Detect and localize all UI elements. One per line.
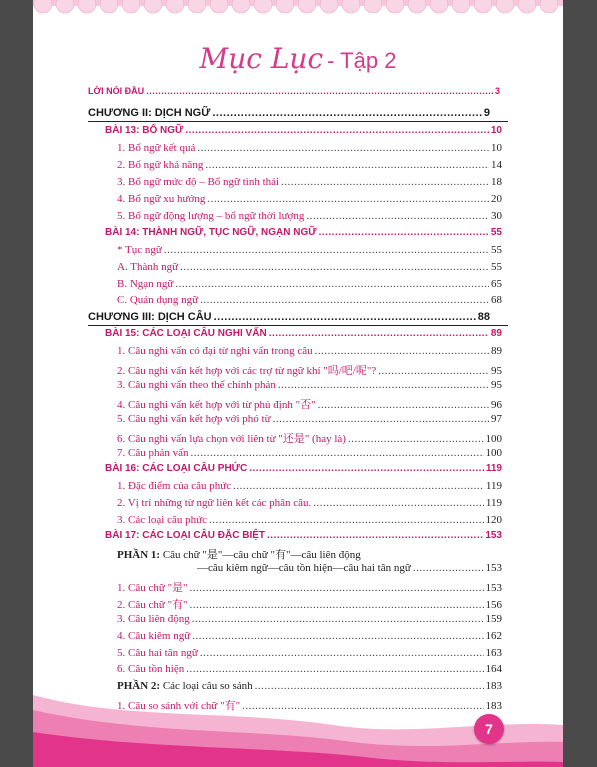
- toc-leader-dots: [348, 433, 484, 445]
- toc-entry-item: [117, 159, 502, 171]
- toc-entry-label: [117, 261, 178, 273]
- toc-page-number: 97: [491, 413, 502, 425]
- toc-page-number: 89: [491, 345, 502, 357]
- toc-page-number: 14: [491, 159, 502, 171]
- toc-entry-item: [117, 362, 502, 378]
- toc-entry-text: * Tục ngữ: [117, 244, 162, 256]
- toc-page-number: 96: [491, 399, 502, 411]
- toc-page-number: 153: [485, 562, 502, 574]
- toc-entry-label: [105, 530, 265, 541]
- toc-leader-dots: [200, 294, 489, 306]
- toc-leader-dots: [190, 447, 483, 459]
- toc-entry-label: [117, 430, 346, 446]
- toc-leader-dots: [249, 463, 484, 474]
- toc-leader-dots: [212, 107, 482, 119]
- toc-entry-item: [117, 647, 502, 659]
- toc-entry-item: [117, 379, 502, 391]
- toc-entry-text: Các loại câu so sánh: [160, 680, 253, 692]
- toc-entry-item: [117, 430, 502, 446]
- toc-entry-text: BÀI 16: CÁC LOẠI CÂU PHỨC: [105, 463, 248, 474]
- toc-entry-item: [117, 613, 502, 625]
- toc-entry-text: 3. Các loại câu phức: [117, 514, 207, 526]
- toc-page-number: 183: [485, 700, 502, 712]
- toc-entry-text: 6. Câu tồn hiện: [117, 663, 185, 675]
- toc-entry-label: [117, 278, 173, 290]
- toc-entry-label: [117, 244, 162, 256]
- toc-entry-item: [117, 579, 502, 595]
- toc-entry-text: BÀI 15: CÁC LOẠI CÂU NGHI VẤN: [105, 328, 267, 339]
- toc-entry-item: [117, 413, 502, 425]
- toc-page-number: 100: [485, 447, 502, 459]
- toc-entry-item: [117, 142, 502, 154]
- toc-entry-lesson: [105, 125, 502, 136]
- toc-leader-dots: [306, 210, 489, 222]
- toc-page-number: 119: [485, 480, 502, 492]
- toc-entry-label: [105, 463, 247, 474]
- toc-leader-dots: [164, 244, 489, 256]
- toc-leader-dots: [185, 125, 489, 136]
- toc-page-number: 156: [485, 599, 502, 611]
- toc-entry-item: [117, 345, 502, 357]
- toc-entry-label: [117, 193, 205, 205]
- toc-entry-text: 7. Câu phản vấn: [117, 447, 189, 459]
- title-volume: - Tập 2: [327, 48, 397, 73]
- page-number-badge: 7: [474, 714, 504, 744]
- toc-leader-dots: [200, 647, 484, 659]
- toc-page-number: 183: [485, 680, 502, 692]
- toc-page-number: 153: [485, 530, 502, 541]
- toc-leader-dots: [413, 562, 484, 574]
- toc-leader-dots: [192, 613, 484, 625]
- toc-entry-item: [117, 596, 502, 612]
- toc-page-number: 55: [491, 261, 502, 273]
- toc-entry-part: [117, 546, 502, 562]
- toc-page-number: 20: [491, 193, 502, 205]
- toc-entry-label: [117, 630, 190, 642]
- top-scallop-decoration: [33, 0, 563, 18]
- toc-entry-text: BÀI 17: CÁC LOẠI CÂU ĐẶC BIỆT: [105, 530, 266, 541]
- toc-entry-text: CHƯƠNG III: DỊCH CÂU: [88, 311, 212, 323]
- toc-entry-text: BÀI 13: BỔ NGỮ: [105, 125, 184, 136]
- toc-page-number: 164: [485, 663, 502, 675]
- toc-entry-part: [197, 562, 502, 574]
- toc-page-number: 89: [490, 328, 502, 339]
- toc-entry-text: 5. Câu nghi vấn kết hợp với phó từ: [117, 413, 271, 425]
- toc-entry-text: B. Ngạn ngữ: [117, 278, 174, 290]
- toc-leader-dots: [205, 159, 489, 171]
- toc-page-number: 95: [491, 365, 502, 377]
- toc-page-number: 65: [491, 278, 502, 290]
- toc-page-number: 10: [491, 142, 502, 154]
- toc-leader-dots: [267, 530, 483, 541]
- toc-entry-item: [117, 396, 502, 412]
- toc-entry-front: [88, 86, 500, 96]
- toc-page-number: 153: [485, 582, 502, 594]
- toc-page-number: 30: [491, 210, 502, 222]
- toc-part-prefix: PHẦN 1:: [117, 549, 161, 561]
- toc-entry-label: [88, 86, 144, 96]
- toc-entry-text: C. Quán dụng ngữ: [117, 294, 199, 306]
- toc-entry-label: [117, 480, 231, 492]
- toc-entry-label: [105, 328, 267, 339]
- toc-entry-label: [117, 514, 207, 526]
- toc-page-number: 120: [485, 514, 502, 526]
- toc-page-number: 119: [485, 497, 502, 509]
- toc-entry-item: [117, 514, 502, 526]
- toc-entry-text: 5. Bổ ngữ động lượng – bổ ngữ thời lượng: [117, 210, 305, 222]
- toc-page-number: 100: [485, 433, 502, 445]
- toc-page-number: 18: [491, 176, 502, 188]
- toc-entry-text: A. Thành ngữ: [117, 261, 179, 273]
- toc-page-number: 95: [491, 379, 502, 391]
- toc-entry-label: [117, 546, 361, 562]
- toc-entry-label: [105, 227, 317, 238]
- toc-page-number: 162: [485, 630, 502, 642]
- toc-entry-text: 2. Câu chữ "有": [117, 599, 188, 611]
- toc-entry-label: [88, 311, 212, 323]
- toc-entry-text: 1. Câu so sánh với chữ "有": [117, 700, 241, 712]
- toc-part-prefix: PHẦN 2:: [117, 680, 161, 692]
- title-script: Mục Lục: [199, 42, 324, 75]
- toc-page-number: 55: [490, 227, 502, 238]
- toc-entry-text: 2. Vị trí những từ ngữ liên kết các phân câu.: [117, 497, 312, 509]
- toc-leader-dots: [190, 582, 484, 594]
- toc-leader-dots: [315, 345, 489, 357]
- toc-leader-dots: [269, 328, 489, 339]
- toc-entry-item: [117, 663, 502, 675]
- toc-entry-text: 1. Bổ ngữ kết quả: [117, 142, 196, 154]
- toc-entry-item: [117, 294, 502, 306]
- book-page: [33, 0, 563, 767]
- toc-entry-item: [117, 497, 502, 509]
- toc-entry-label: [117, 294, 198, 306]
- toc-page-number: 119: [485, 463, 502, 474]
- toc-entry-text: 5. Câu hai tân ngữ: [117, 647, 198, 659]
- toc-entry-text: LỜI NÓI ĐẦU: [88, 86, 145, 96]
- toc-entry-text: 4. Câu nghi vấn kết hợp với từ phủ định "否": [117, 399, 316, 411]
- toc-entry-label: [117, 396, 316, 412]
- page-title: [33, 42, 563, 75]
- toc-leader-dots: [186, 663, 483, 675]
- toc-entry-label: [117, 362, 376, 378]
- toc-leader-dots: [146, 86, 493, 96]
- toc-page-number: 9: [483, 107, 490, 119]
- toc-page-number: 159: [485, 613, 502, 625]
- toc-entry-label: [88, 107, 210, 119]
- toc-leader-dots: [180, 261, 489, 273]
- toc-leader-dots: [190, 599, 484, 611]
- toc-leader-dots: [318, 399, 489, 411]
- toc-entry-label: [197, 562, 411, 574]
- toc-entry-text: 3. Bổ ngữ mức độ – Bổ ngữ tình thái: [117, 176, 280, 188]
- toc-entry-item: [117, 244, 502, 256]
- toc-page-number: 88: [477, 311, 490, 323]
- toc-entry-item: [117, 278, 502, 290]
- toc-leader-dots: [233, 480, 484, 492]
- toc-leader-dots: [313, 497, 484, 509]
- toc-entry-lesson: [105, 530, 502, 541]
- toc-entry-label: [117, 210, 304, 222]
- toc-entry-label: [117, 497, 311, 509]
- toc-entry-label: [117, 579, 188, 595]
- toc-page-number: 68: [491, 294, 502, 306]
- toc-entry-lesson: [105, 463, 502, 474]
- toc-leader-dots: [175, 278, 489, 290]
- toc-entry-label: [117, 176, 279, 188]
- toc-entry-item: [117, 480, 502, 492]
- toc-entry-text: 3. Câu liên động: [117, 613, 190, 625]
- toc-page-number: 55: [491, 244, 502, 256]
- toc-entry-label: [117, 413, 271, 425]
- toc-entry-label: [117, 142, 195, 154]
- toc-page-number: 10: [490, 125, 502, 136]
- toc-entry-text: 1. Câu chữ "是": [117, 582, 188, 594]
- toc-entry-text: 2. Bổ ngữ khả năng: [117, 159, 204, 171]
- toc-entry-text: 2. Câu nghi vấn kết hợp với các trợ từ ngữ khí "吗/吧/呢"?: [117, 365, 377, 377]
- toc-entry-label: [117, 647, 198, 659]
- toc-leader-dots: [273, 413, 489, 425]
- chapter-underline: [88, 325, 508, 326]
- toc-leader-dots: [214, 311, 476, 323]
- toc-entry-item: [117, 210, 502, 222]
- toc-entry-lesson: [105, 328, 502, 339]
- toc-entry-text: 6. Câu nghi vấn lựa chọn với liên từ "还是" (hay là): [117, 433, 346, 445]
- toc-entry-item: [117, 176, 502, 188]
- toc-entry-chapter: [88, 107, 490, 119]
- toc-leader-dots: [278, 379, 489, 391]
- toc-entry-text: 4. Bổ ngữ xu hướng: [117, 193, 206, 205]
- toc-entry-text: Câu chữ "是"—câu chữ "有"—câu liên động: [160, 549, 361, 561]
- toc-entry-chapter: [88, 311, 490, 323]
- toc-entry-label: [117, 663, 184, 675]
- toc-entry-label: [117, 613, 190, 625]
- toc-leader-dots: [192, 630, 483, 642]
- toc-entry-label: [117, 447, 188, 459]
- toc-entry-item: [117, 447, 502, 459]
- toc-entry-text: 3. Câu nghi vấn theo thể chính phản: [117, 379, 276, 391]
- toc-entry-label: [117, 345, 313, 357]
- toc-entry-text: 4. Câu kiêm ngữ: [117, 630, 191, 642]
- toc-page-number: 163: [485, 647, 502, 659]
- toc-entry-text: 1. Câu nghi vấn có đại từ nghi vấn trong câu: [117, 345, 313, 357]
- toc-entry-lesson: [105, 227, 502, 238]
- toc-entry-label: [117, 596, 188, 612]
- toc-leader-dots: [319, 227, 489, 238]
- toc-entry-text: —câu kiêm ngữ—câu tồn hiện—câu hai tân ngữ: [197, 562, 411, 574]
- toc-page-number: 3: [494, 86, 500, 96]
- toc-entry-label: [105, 125, 183, 136]
- toc-leader-dots: [378, 365, 489, 377]
- toc-leader-dots: [197, 142, 489, 154]
- toc-entry-item: [117, 193, 502, 205]
- toc-entry-text: CHƯƠNG II: DỊCH NGỮ: [88, 107, 211, 119]
- chapter-underline: [88, 121, 508, 122]
- toc-entry-text: 1. Đặc điểm của câu phức: [117, 480, 232, 492]
- toc-entry-label: [117, 159, 203, 171]
- toc-leader-dots: [209, 514, 484, 526]
- toc-entry-label: [117, 379, 276, 391]
- toc-entry-item: [117, 630, 502, 642]
- toc-leader-dots: [207, 193, 489, 205]
- toc-leader-dots: [281, 176, 489, 188]
- toc-entry-item: [117, 261, 502, 273]
- toc-entry-text: BÀI 14: THÀNH NGỮ, TỤC NGỮ, NGẠN NGỮ: [105, 227, 317, 238]
